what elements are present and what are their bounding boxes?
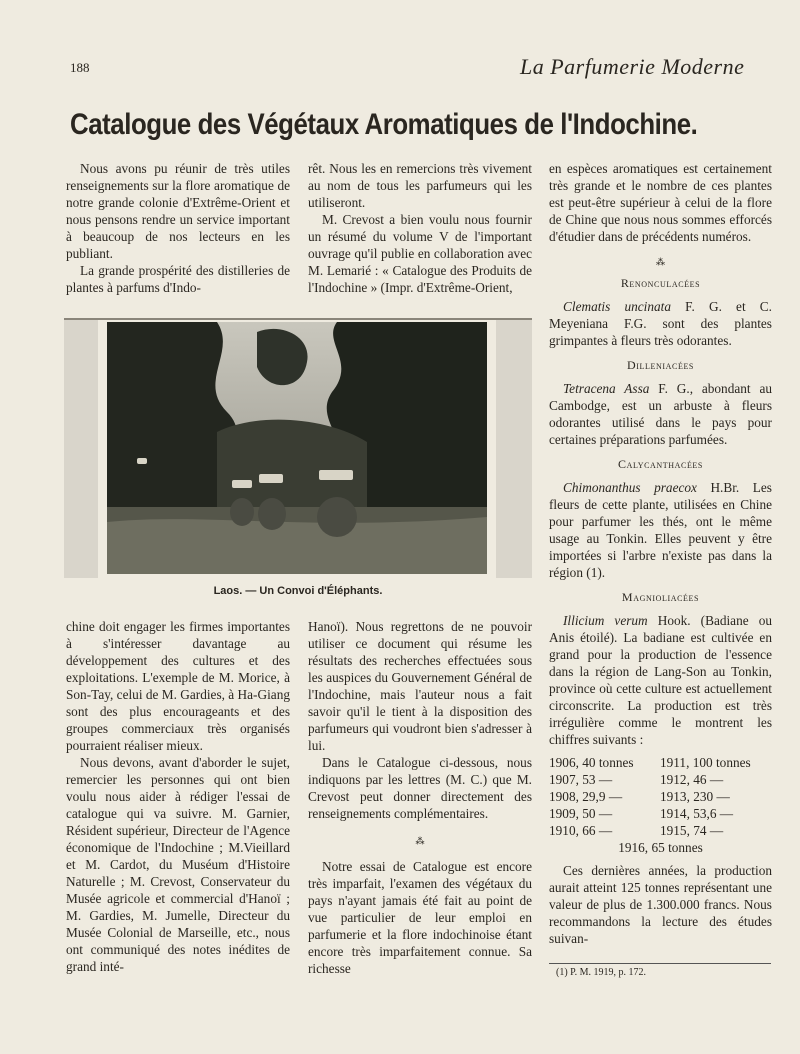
table-cell: 1914, 53,6 — [659,806,734,821]
paragraph: Ces dernières années, la production aurait atteint 125 tonnes représentant une valeur de plus de 1.300.000 francs. Nous recommandons la lecture des études suivan- [549,863,772,946]
species-name: Tetracena Assa [563,381,650,396]
table-cell: 1906, 40 tonnes [549,755,634,770]
table-cell: 1908, 29,9 — [549,789,623,804]
production-last-row: 1916, 65 tonnes [618,840,703,855]
paragraph: Notre essai de Catalogue est encore très imparfait, l'examen des végétaux du pays n'ayant jamais été fait au point de vue particulier de leur emploi en parfumerie et la flore indochinoise étant encore très imparfaitement connue. Sa richesse [308,859,532,976]
page-number: 188 [70,60,90,75]
paragraph: Dans le Catalogue ci-dessous, nous indiquons par les lettres (M. C.) que M. Crevost peut donner directement des renseignements complémentaires. [308,755,532,821]
article-title: Catalogue des Végétaux Aromatiques de l'Indochine. [70,108,698,141]
paragraph: rêt. Nous les en remercions très vivement au nom de tous les parfumeurs qui les utiliseront. [308,161,532,210]
species-text: Hook. (Badiane ou Anis étoilé). La badiane est cultivée en grand pour la production de l'essence dans la région de Lang-Son au Tonkin, province où cette culture est actuellement circonscrite. La production est très irrégulière comme le montrent les chiffres suivants : [549,613,772,747]
photo-caption: Laos. — Un Convoi d'Éléphants. [213,585,383,597]
paragraph: chine doit engager les firmes importantes à s'intéresser davantage au développement des cultures et des exploitations. L'exemple de M. Morice, à Son-Tay, celui de M. Gardies, à Ha-Giang sont des plus encourageants et des groupes commerciaux très organisés pourraient réaliser mieux. [66,619,290,753]
family-heading: Magnioliacées [621,590,700,604]
column-2-top [308,160,532,296]
family-heading: Renonculacées [620,276,701,290]
table-cell: 1912, 46 — [659,772,724,787]
table-cell: 1907, 53 — [549,772,613,787]
family-heading: Dilleniacées [627,358,694,372]
footnote: (1) P. M. 1919, p. 172. [556,967,647,978]
table-row [549,771,779,788]
table-cell: 1909, 50 — [549,806,613,821]
table-cell: 1911, 100 tonnes [659,755,751,770]
column-1-bottom [66,618,290,975]
species-name: Illicium verum [563,613,648,628]
table-cell: 1915, 74 — [659,823,724,838]
family-heading: Calycanthacées [618,457,703,471]
species-entry [549,380,772,448]
paragraph: La grande prospérité des distilleries de plantes à parfums d'Indo- [66,263,290,295]
journal-masthead: La Parfumerie Moderne [520,54,745,79]
column-1-top [66,160,290,296]
paragraph: Nous devons, avant d'aborder le sujet, remercier les personnes qui ont bien voulu nous aider à rédiger l'essai de catalogue qui va suivre. M. Garnier, Résident supérieur, Directeur de l'Agence économique de l'Indochine ; M.Vieillard et M. Cardot, du Muséum d'Histoire Naturelle ; M. Crevost, Conservateur du Musée agricole et commercial d'Hanoï ; M. Gardies, M. Jumelle, Directeur du Musée Colonial de Marseille, etc., nous ont communiqué des notes inédites de grand inté- [66,755,290,974]
paragraph: M. Crevost a bien voulu nous fournir un résumé du volume V de l'important ouvrage qu'il publie en collaboration avec M. Lemarié : « Catalogue des Produits de l'Indochine » (Impr. d'Extrême-Orient, [308,212,532,295]
section-stars: ⁂ [415,836,425,846]
paragraph: Nous avons pu réunir de très utiles renseignements sur la flore aromatique de notre grande colonie d'Extrême-Orient et nous pensons rendre un service important à beaucoup de nos lecteurs en les publiant. [66,161,290,261]
species-text: H.Br. Les fleurs de cette plante, utilisées en Chine pour parfumer les thés, ont le même usage au Tonkin. Elles peuvent y être importées si l'arbre n'existe pas dans la région (1). [549,480,772,580]
photo-illustration [107,322,487,574]
footnote-rule [549,963,771,964]
species-name: Chimonanthus praecox [563,480,697,495]
table-cell: 1913, 230 — [659,789,730,804]
species-entry [549,479,772,581]
column-3 [549,160,772,947]
table-row [549,822,779,839]
species-entry [549,612,772,748]
table-cell: 1910, 66 — [549,823,613,838]
paragraph: Hanoï). Nous regrettons de ne pouvoir utiliser ce document qui résume les résultats des recherches effectuées sous les auspices du Gouvernement Général de l'Indochine, mais l'auteur nous a fait savoir qu'il le tient à la disposition des parfumeurs qui voudront bien s'adresser à lui. [308,619,532,753]
table-row [549,805,779,822]
column-2-bottom [308,618,532,977]
species-text: F. G., abondant au Cambodge, est un arbuste à fleurs odorantes utilisé dans le pays pour certaines préparations parfumées. [549,381,772,447]
species-text: F. G. et C. Meyeniana F.G. sont des plantes grimpantes à fleurs très odorantes. [549,299,773,348]
species-name: Clematis uncinata [563,299,671,314]
section-stars: ⁂ [656,257,665,267]
elephant-convoy-photo [107,322,487,574]
table-row [549,788,779,805]
production-table [549,754,779,839]
table-row [549,754,779,771]
paragraph: en espèces aromatiques est certainement très grande et le nombre de ces plantes est peut-être supérieur à celui de la flore de Chine que nous nous sommes efforcés d'étudier dans de précédents numéros. [549,161,772,244]
species-entry [549,298,772,349]
